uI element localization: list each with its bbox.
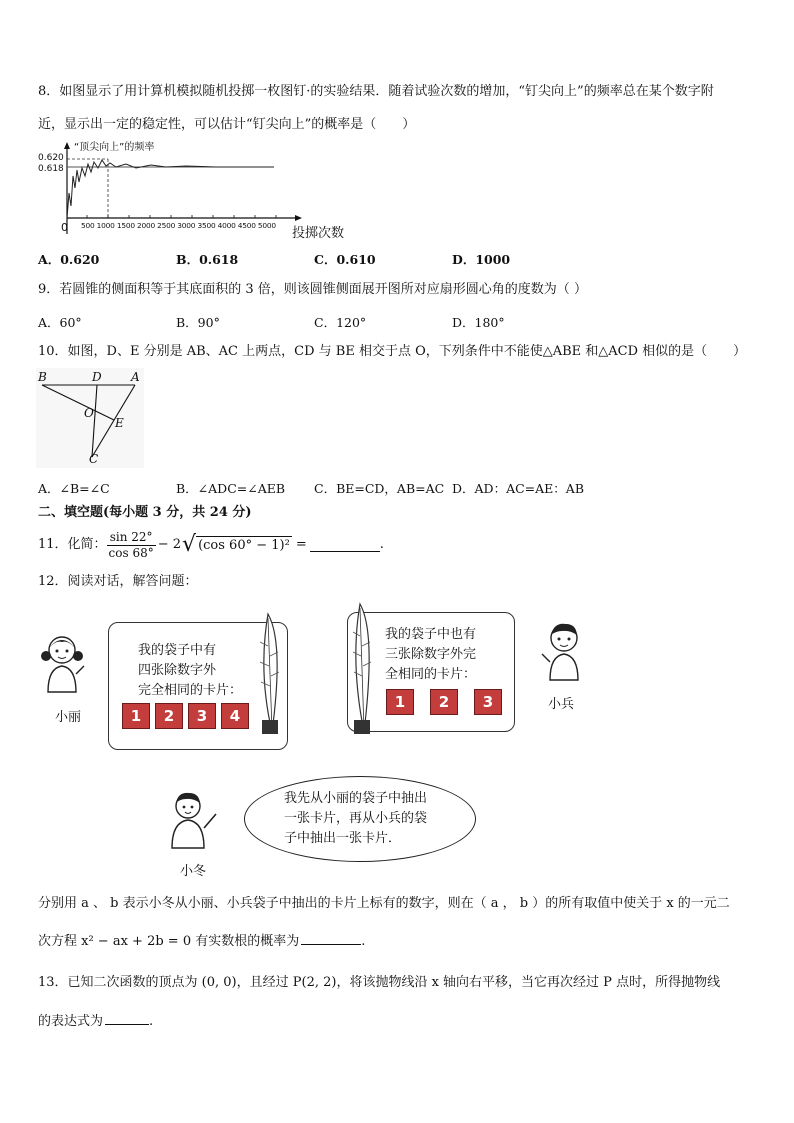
label-d: D [92,370,102,384]
quill-pen-icon [250,612,286,740]
q9-option-d: D．180° [452,315,505,330]
q13-line2-end: . [149,1014,154,1029]
q11-prefix: 11．化简： [38,537,107,552]
q11-radicand: (cos 60° − 1)² [198,538,290,553]
card-3: 3 [474,689,502,715]
y-tick-0618: 0.618 [38,164,64,174]
q8-option-d: D．1000 [452,252,511,267]
boy-figure-icon [540,618,588,682]
xiaodong-line3: 子中抽出一张卡片． [284,831,402,846]
q13-line1: 13．已知二次函数的顶点为 (0, 0)，且经过 P(2, 2)，将该抛物线沿 x 轴向右平移，当它再次经过 P 点时，所得抛物线 [38,975,721,990]
q12-answer-blank [301,932,361,945]
xiaoli-name: 小丽 [55,710,82,725]
quill-pen-icon [344,602,378,742]
card-4: 4 [221,703,249,729]
boy-figure-icon [164,788,224,850]
q8-line2: 近，显示出一定的稳定性，可以估计“钉尖向上”的概率是（ ） [38,117,416,132]
q8-option-c: C．0.610 [314,252,376,267]
label-b: B [38,370,47,384]
origin-label: 0 [61,221,68,234]
q9-option-a: A．60° [38,315,82,330]
sqrt-icon: √ [182,532,197,557]
q11-denominator: cos 68° [108,545,154,560]
girl-figure-icon [38,630,86,694]
q11-minus-two: − 2 [157,537,182,552]
q13-line2 [38,1012,153,1030]
card-3: 3 [188,703,216,729]
q11-numerator: sin 22° [107,530,156,546]
q10-option-c: C．BE=CD，AB=AC [314,481,445,496]
q11-answer-blank [310,539,380,552]
q12-line2-end: . [361,934,366,949]
xiaobing-name: 小兵 [548,697,575,712]
q12-title: 12．阅读对话，解答问题： [38,574,198,589]
q11-fraction [107,530,156,561]
q9-option-b: B．90° [176,315,220,330]
chart-title: “顶尖向上”的频率 [74,142,155,153]
xiaoli-line2: 四张除数字外 [138,663,217,678]
section-heading: 二、填空题(每小题 3 分，共 24 分) [38,505,252,520]
q9-option-c: C．120° [314,315,367,330]
label-c: C [89,452,99,466]
q13-line2-text: 的表达式为 [38,1014,104,1029]
q10-option-b: B．∠ADC=∠AEB [176,481,286,496]
q10-option-a: A．∠B=∠C [38,481,110,496]
xiaoli-line1: 我的袋子中有 [138,643,217,658]
card-1: 1 [386,689,414,715]
q13-answer-blank [105,1012,149,1025]
q11-equals: = [295,537,307,552]
y-tick-0620: 0.620 [38,153,64,163]
q12-line2 [38,932,365,950]
q10-text: 10．如图，D、E 分别是 AB、AC 上两点，CD 与 BE 相交于点 O，下列条件中不能使△ABE 和△ACD 相似的是（ ） [38,344,747,359]
card-2: 2 [430,689,458,715]
q8-option-b: B．0.618 [176,252,239,267]
q12-line2-text: 次方程 x² − ax + 2b = 0 有实数根的概率为 [38,934,300,949]
q11-row [38,523,384,567]
xiaoli-line3: 完全相同的卡片： [138,683,243,698]
q12-line1: 分别用 a 、 b 表示小冬从小丽、小兵袋子中抽出的卡片上标有的数字，则在（ a ， b ）的所有取值中使关于 x 的一元二 [38,896,730,911]
xiaoli-cards [122,703,254,729]
xiaobing-cards [386,689,507,715]
x-ticks: 500 1000 1500 2000 2500 3000 3500 4000 4500 5000 [81,221,276,230]
xiaodong-name: 小冬 [180,864,207,879]
q11-end: . [379,537,384,552]
xiaodong-line1: 我先从小丽的袋子中抽出 [284,791,428,806]
xiaobing-line1: 我的袋子中也有 [385,627,477,642]
card-1: 1 [122,703,150,729]
label-o: O [84,406,94,420]
q8-line1: 8．如图显示了用计算机模拟随机投掷一枚图钉·的实验结果．随着试验次数的增加，“钉尖向上”的频率总在某个数字附 [38,84,714,99]
label-a: A [131,370,140,384]
xiaobing-line3: 全相同的卡片： [385,667,477,682]
x-axis-label: 投掷次数 [292,226,345,241]
q10-option-d: D．AD：AC=AE：AB [452,481,585,496]
xiaodong-line2: 一张卡片，再从小兵的袋 [284,811,428,826]
q9-text: 9．若圆锥的侧面积等于其底面积的 3 倍，则该圆锥侧面展开图所对应扇形圆心角的度数为（ ） [38,282,587,297]
xiaobing-line2: 三张除数字外完 [385,647,477,662]
q8-option-a: A．0.620 [38,252,100,267]
label-e: E [115,416,124,430]
card-2: 2 [155,703,183,729]
